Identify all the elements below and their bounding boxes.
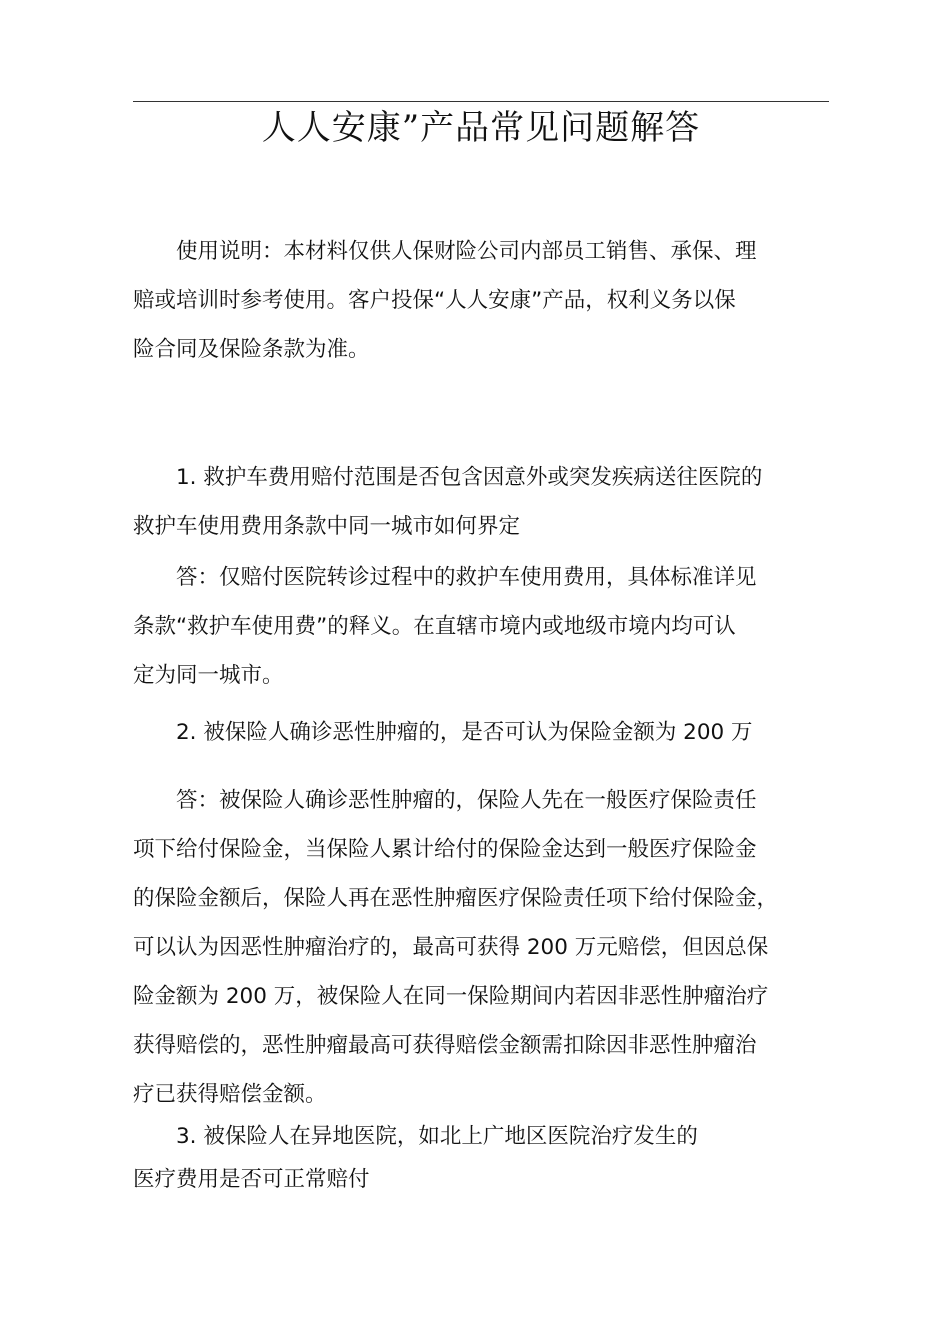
usage-note xyxy=(133,227,829,374)
usage-note-line: 险合同及保险条款为准。 xyxy=(133,337,370,362)
question-2-line: 2. 被保险人确诊恶性肿瘤的，是否可认为保险金额为 200 万 xyxy=(176,720,753,745)
answer-2 xyxy=(133,776,829,1119)
answer-1-line: 答：仅赔付医院转诊过程中的救护车使用费用，具体标准详见 xyxy=(176,565,757,590)
question-3-line: 3. 被保险人在异地医院，如北上广地区医院治疗发生的 xyxy=(176,1124,698,1149)
answer-2-line: 疗已获得赔偿金额。 xyxy=(133,1082,327,1107)
usage-note-line: 使用说明：本材料仅供人保财险公司内部员工销售、承保、理 xyxy=(176,239,757,264)
answer-1-line: 条款“救护车使用费”的释义。在直辖市境内或地级市境内均可认 xyxy=(133,614,736,639)
answer-2-line: 的保险金额后，保险人再在恶性肿瘤医疗保险责任项下给付保险金， xyxy=(133,886,779,911)
question-3 xyxy=(133,1112,829,1204)
answer-2-line: 答：被保险人确诊恶性肿瘤的，保险人先在一般医疗保险责任 xyxy=(176,788,757,813)
question-1-line: 1. 救护车费用赔付范围是否包含因意外或突发疾病送往医院的 xyxy=(176,465,763,490)
usage-note-line: 赔或培训时参考使用。客户投保“人人安康”产品，权利义务以保 xyxy=(133,288,736,313)
question-3-line: 医疗费用是否可正常赔付 xyxy=(133,1167,370,1192)
answer-2-line: 可以认为因恶性肿瘤治疗的，最高可获得 200 万元赔偿，但因总保 xyxy=(133,935,769,960)
answer-2-line: 获得赔偿的，恶性肿瘤最高可获得赔偿金额需扣除因非恶性肿瘤治 xyxy=(133,1033,757,1058)
answer-2-line: 险金额为 200 万，被保险人在同一保险期间内若因非恶性肿瘤治疗 xyxy=(133,984,769,1009)
question-1-line: 救护车使用费用条款中同一城市如何界定 xyxy=(133,514,521,539)
answer-1 xyxy=(133,553,829,700)
answer-2-line: 项下给付保险金，当保险人累计给付的保险金达到一般医疗保险金 xyxy=(133,837,757,862)
header-rule xyxy=(133,101,829,102)
question-2 xyxy=(133,708,829,757)
answer-1-line: 定为同一城市。 xyxy=(133,663,284,688)
document-title: 人人安康”产品常见问题解答 xyxy=(261,108,701,148)
question-1 xyxy=(133,453,829,551)
